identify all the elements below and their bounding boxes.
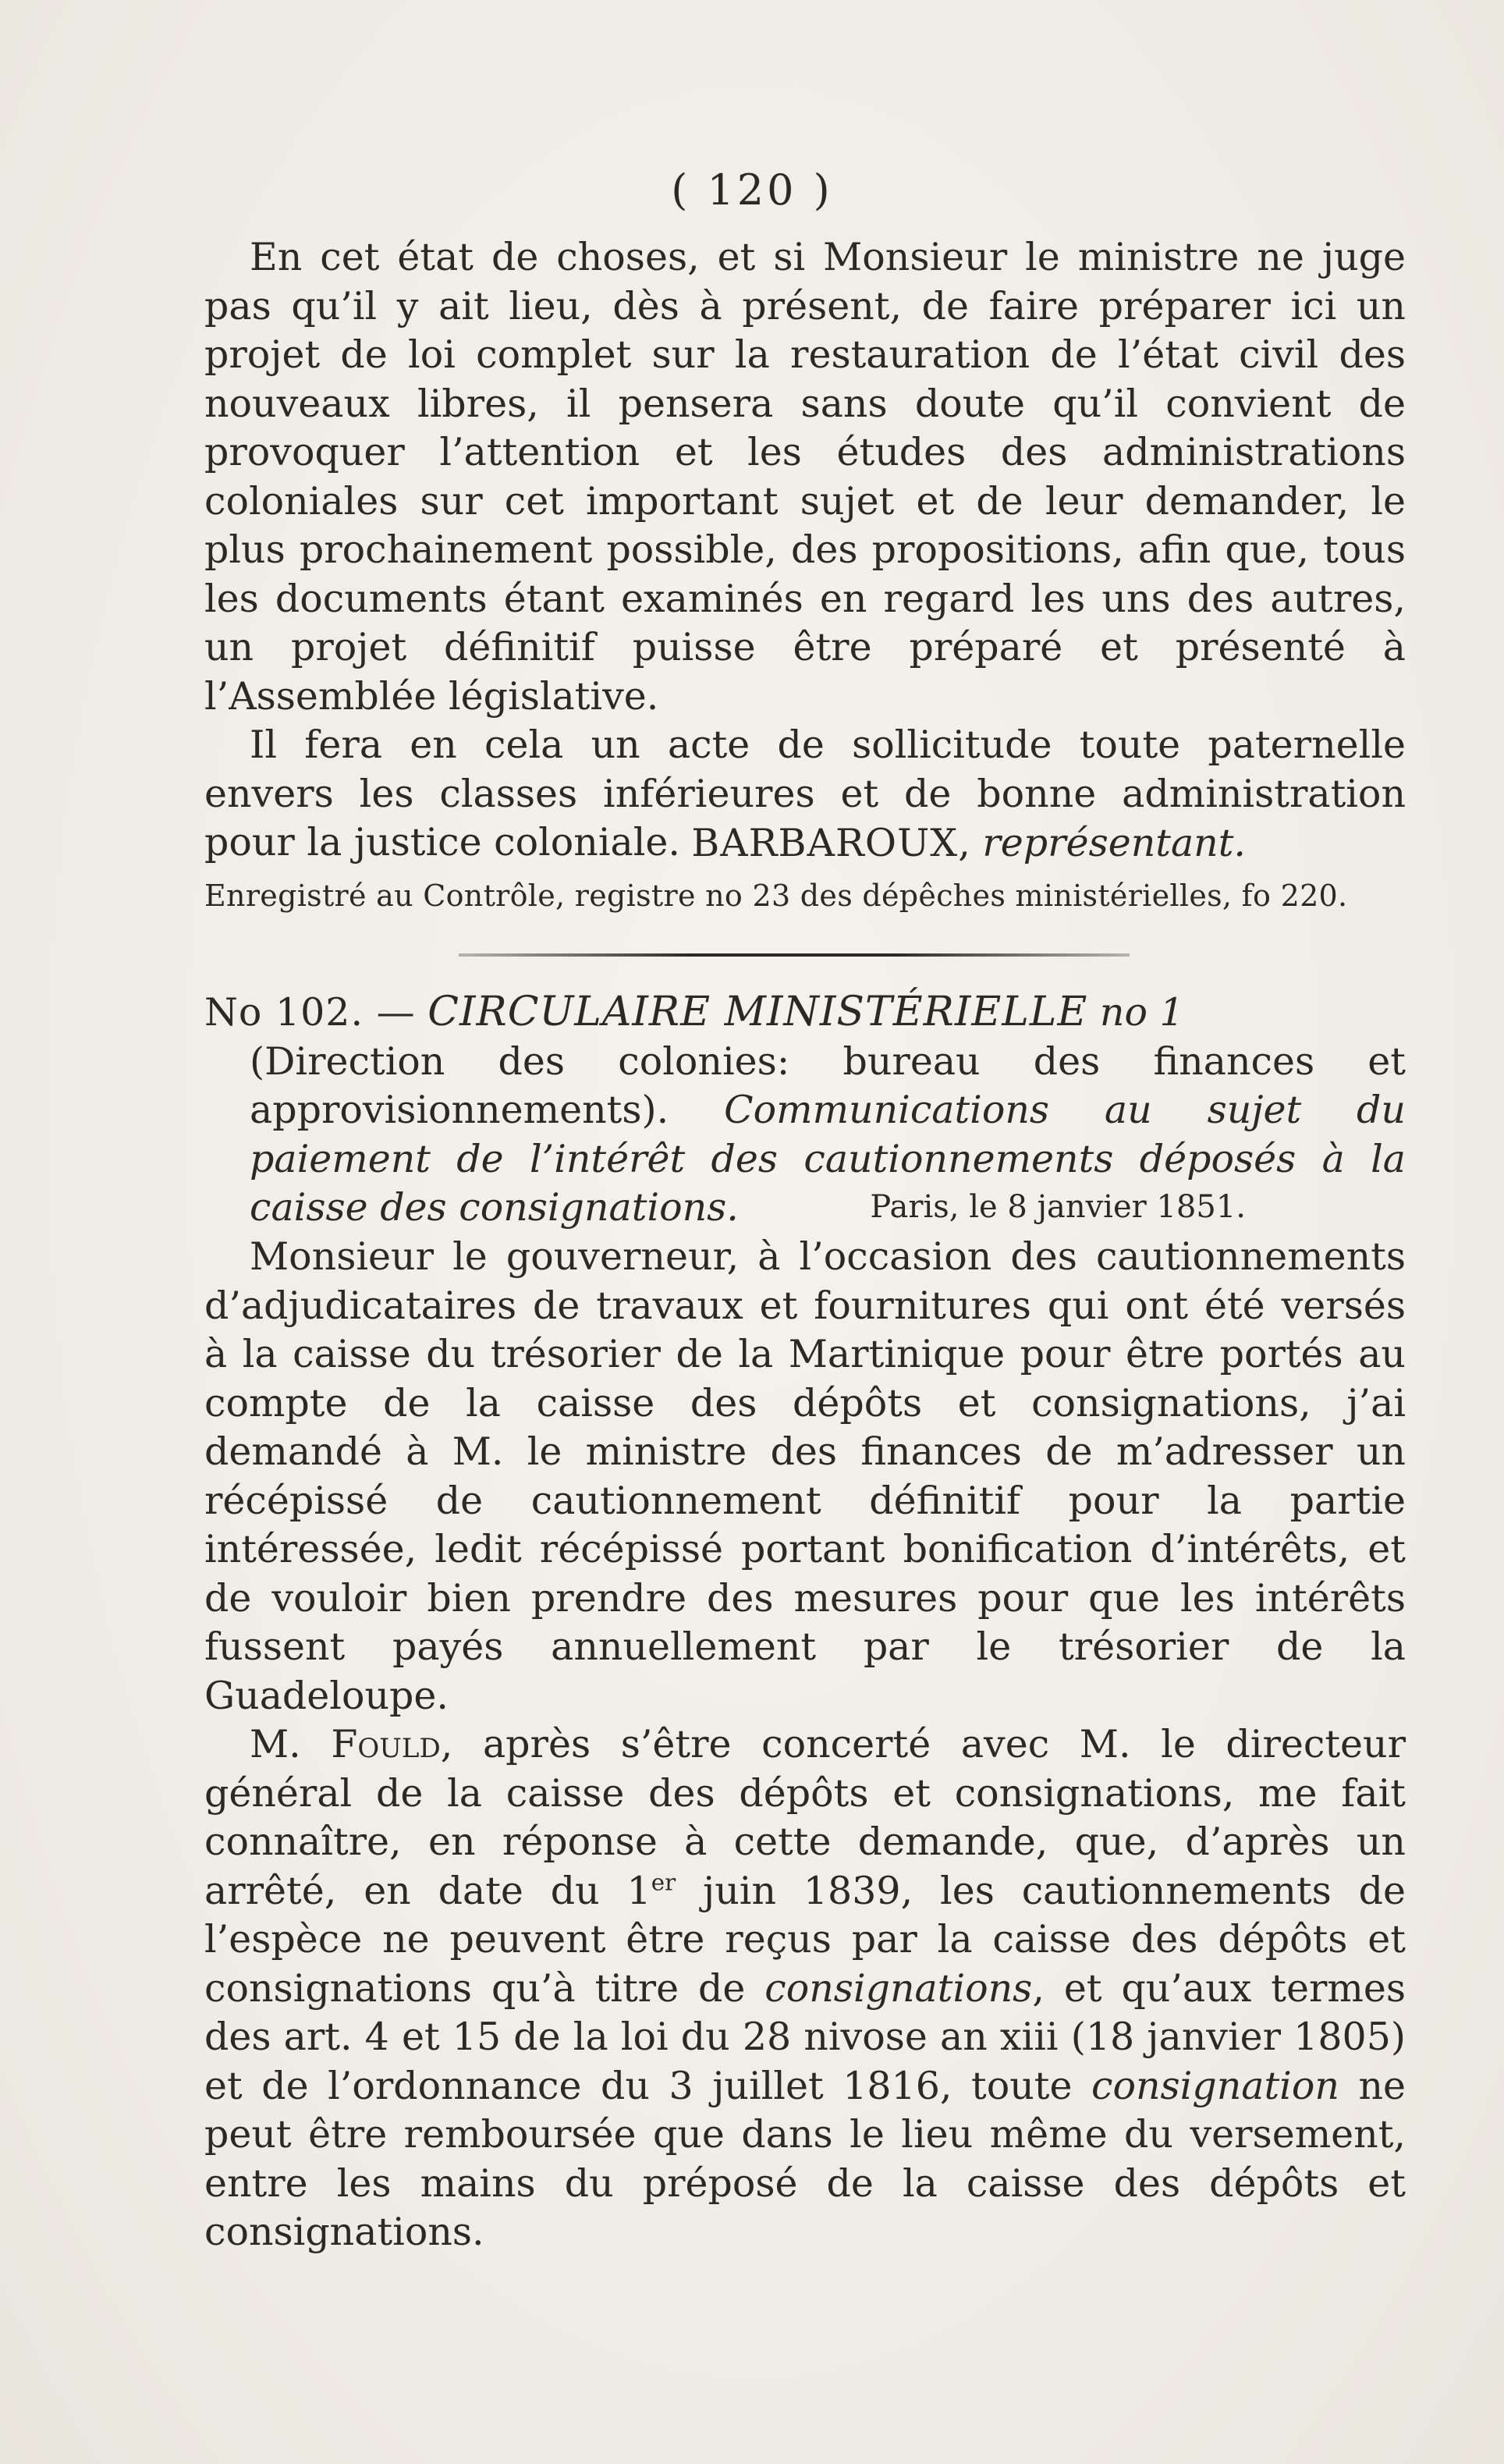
paragraph: Monsieur le gouverneur, à l’occasion des cautionnements d’adjudicataires de travaux et fournitures qui ont été versés à la caisse du trésorier de la Martinique pour être portés au compte de la caisse des dépôts et consignations, j’ai demandé à M. le ministre des finances de m’adresser un récépissé de cautionnement définitif pour la partie intéressée, ledit récépissé portant bonification d’intérêts, et de vouloir bien prendre des mesures pour que les intérêts fussent payés annuellement par le trésorier de la Guadeloupe. — [204, 1234, 1406, 1718]
circular-body — [204, 1233, 1406, 2257]
signature — [204, 821, 1246, 865]
paragraph: En cet état de choses, et si Monsieur le ministre ne juge pas qu’il y ait lieu, dès à présent, de faire préparer ici un projet de loi complet sur la restauration de l’état civil des nouveaux libres, il pensera sans doute qu’il convient de provoquer l’attention et les études des administrations coloniales sur cet important sujet et de leur demander, le plus prochainement possible, des propositions, afin que, tous les documents étant examinés en regard les uns des autres, un projet définitif puisse être préparé et présenté à l’Assemblée législative. — [204, 235, 1406, 719]
signatory-role: représentant. — [982, 821, 1246, 865]
section-divider — [459, 953, 1130, 957]
signature-separator: , — [958, 821, 983, 865]
signatory-name: BARBAROUX — [691, 821, 959, 865]
text-run: juin 1839, les cautionnements de l’espèce ne peuvent être reçus par la caisse des dépôts et consignations qu’à titre de — [204, 1868, 1406, 2011]
emphasis-text: consignation — [1091, 2063, 1339, 2108]
ordinal-superscript: er — [651, 1869, 676, 1896]
paragraph — [204, 1720, 1406, 2257]
dateline: Paris, le 8 janvier 1851. — [870, 1189, 1246, 1225]
minister-name: Fould — [331, 1722, 441, 1766]
registration-note: Enregistré au Contrôle, registre no 23 des dépêches ministérielles, fo 220. — [204, 879, 1348, 913]
text-run: M. — [250, 1722, 332, 1766]
circular-title-number: no 1 — [1099, 990, 1184, 1035]
text-run: , et qu’aux termes des art. 4 et 15 de la loi du 28 nivose an xiii (18 janvier 1805) et de l’ordonnance du 3 juillet 1816, toute — [204, 1965, 1406, 2108]
text-run: , après s’être concerté avec M. le directeur général de la caisse des dépôts et consignations, me fait connaître, en réponse à cette demande, que, d’après un arrêté, en date du 1 — [204, 1722, 1406, 1913]
continuation-text — [204, 233, 1406, 868]
text-run: ne peut être remboursée que dans le lieu même du versement, entre les mains du préposé de la caisse des dépôts et consignations. — [204, 2063, 1406, 2254]
circular-title: CIRCULAIRE MINISTÉRIELLE — [427, 989, 1088, 1035]
emphasis-text: consignations — [764, 1965, 1033, 2011]
page-number: ( 120 ) — [671, 165, 833, 215]
circular-subject: Communications au sujet du paiement de l’intérêt des cautionnements déposés à la caisse des consignations. — [250, 1088, 1406, 1230]
circular-department: (Direction des colonies: bureau des finances et approvisionnements). — [250, 1039, 1406, 1132]
circular-number: No 102. — — [204, 990, 416, 1035]
paragraph: Il fera en cela un acte de sollicitude toute paternelle envers les classes inférieures et de bonne administration pour la justice coloniale. — [204, 723, 1406, 865]
